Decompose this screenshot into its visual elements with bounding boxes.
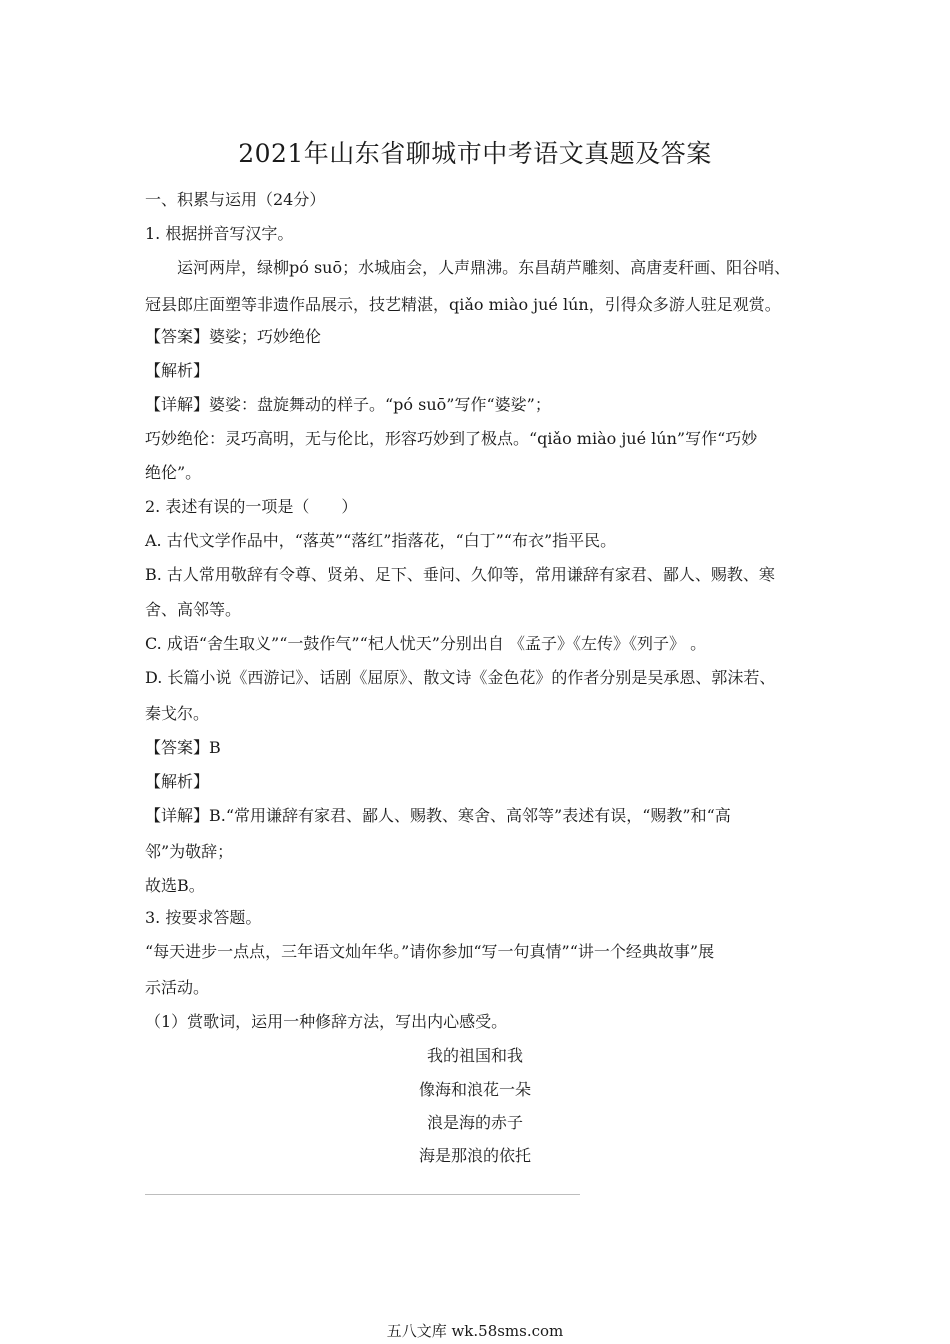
footnote-divider — [145, 1194, 580, 1195]
question-3-prompt: “每天进步一点点，三年语文灿年华。”请你参加“写一句真情”“讲一个经典故事”展 — [145, 942, 715, 961]
page-footer: 五八文库 wk.58sms.com — [386, 1322, 564, 1340]
question-3: 3. 按要求答题。 — [145, 908, 262, 927]
option-d-cont: 秦戈尔。 — [145, 704, 210, 723]
answer-2: 【答案】B — [145, 738, 221, 757]
poem-line: 浪是海的赤子 — [426, 1113, 523, 1132]
option-b-cont: 舍、高邻等。 — [145, 600, 242, 619]
question-1-passage: 运河两岸，绿柳pó suō；水城庙会，人声鼎沸。东昌葫芦雕刻、高唐麦秆画、阳谷哨、 — [177, 258, 791, 277]
option-a: A. 古代文学作品中，“落英”“落红”指落花，“白丁”“布衣”指平民。 — [145, 531, 617, 550]
question-3-prompt-cont: 示活动。 — [145, 978, 210, 997]
question-2: 2. 表述有误的一项是（ ） — [145, 497, 358, 516]
page-title: 2021年山东省聊城市中考语文真题及答案 — [238, 139, 712, 168]
question-3-part-1: （1）赏歌词，运用一种修辞方法，写出内心感受。 — [145, 1012, 508, 1031]
analysis-2: 【解析】 — [145, 772, 210, 791]
poem-line: 像海和浪花一朵 — [418, 1080, 531, 1099]
section-heading: 一、积累与运用（24分） — [145, 190, 326, 209]
detail-2-cont: 邻”为敬辞； — [145, 842, 234, 861]
detail-1: 【详解】婆娑：盘旋舞动的样子。“pó suō”写作“婆娑”； — [145, 395, 551, 414]
option-d: D. 长篇小说《西游记》、话剧《屈原》、散文诗《金色花》的作者分别是吴承恩、郭沫若、 — [145, 668, 776, 687]
detail-1-end: 绝伦”。 — [145, 463, 202, 482]
answer-1: 【答案】婆娑；巧妙绝伦 — [145, 327, 322, 346]
detail-2: 【详解】B.“常用谦辞有家君、鄙人、赐教、寒舍、高邻等”表述有误，“赐教”和“高 — [145, 806, 731, 825]
question-1-passage-cont: 冠县郎庄面塑等非遗作品展示，技艺精湛，qiǎo miào jué lún，引得众多游人驻足观赏。 — [145, 295, 781, 314]
analysis-1: 【解析】 — [145, 361, 210, 380]
poem-line: 我的祖国和我 — [426, 1046, 523, 1065]
poem-line: 海是那浪的依托 — [418, 1146, 531, 1165]
option-c: C. 成语“舍生取义”“一鼓作气”“杞人忧天”分别出自 《孟子》《左传》《列子》 。 — [145, 634, 707, 653]
question-1: 1. 根据拼音写汉字。 — [145, 224, 294, 243]
option-b: B. 古人常用敬辞有令尊、贤弟、足下、垂问、久仰等，常用谦辞有家君、鄙人、赐教、寒 — [145, 565, 775, 584]
detail-1-cont: 巧妙绝伦：灵巧高明，无与伦比，形容巧妙到了极点。“qiǎo miào jué lún”写作“巧妙 — [145, 429, 758, 448]
detail-2-end: 故选B。 — [145, 876, 205, 895]
